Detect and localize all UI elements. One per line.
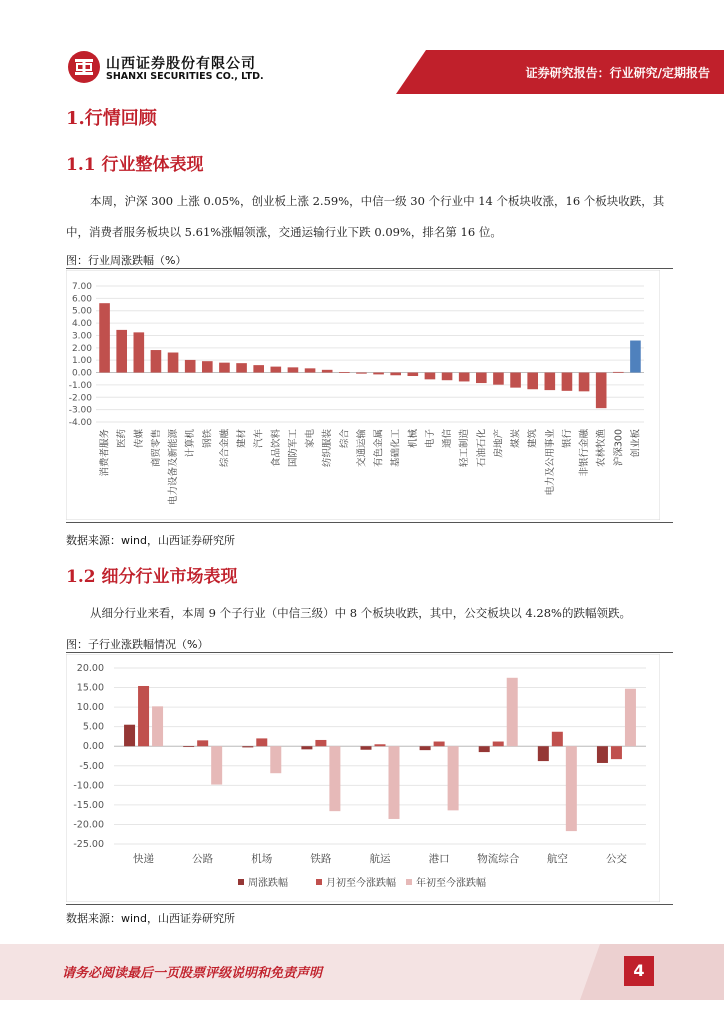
- y-tick-label: -2.00: [68, 393, 92, 404]
- x-tick-label: 综合金融: [219, 429, 231, 468]
- page-header: [0, 0, 724, 100]
- bar-纺织服装: [322, 370, 333, 373]
- legend-swatch: [238, 879, 244, 885]
- x-tick-label: 电力设备及新能源: [168, 429, 180, 506]
- y-tick-label: 1.00: [71, 356, 92, 367]
- x-tick-label: 建材: [236, 429, 248, 449]
- company-logo-icon: [67, 50, 101, 84]
- legend-label: 月初至今涨跌幅: [326, 878, 396, 889]
- bar-机场-月初至今涨跌幅: [256, 738, 267, 746]
- x-tick-label: 航运: [369, 853, 391, 865]
- x-tick-label: 煤炭: [510, 429, 522, 449]
- y-tick-label: -3.00: [68, 405, 92, 416]
- x-tick-label: 电子: [424, 429, 436, 449]
- x-tick-label: 公交: [605, 853, 627, 865]
- company-name-cn: 山西证券股份有限公司: [106, 56, 256, 72]
- x-tick-label: 汽车: [253, 429, 265, 449]
- legend-label: 周涨跌幅: [248, 878, 288, 889]
- y-tick-label: 2.00: [71, 343, 92, 354]
- page-number: 4: [624, 956, 654, 986]
- x-tick-label: 机械: [407, 429, 419, 449]
- legend-swatch: [316, 879, 322, 885]
- bar-公交-月初至今涨跌幅: [611, 746, 622, 759]
- disclaimer-note: 请务必阅读最后一页股票评级说明和免责声明: [62, 966, 323, 981]
- bar-通信: [442, 373, 453, 381]
- bar-基础化工: [390, 373, 401, 376]
- bar-铁路-月初至今涨跌幅: [315, 740, 326, 746]
- x-tick-label: 电力及公用事业: [544, 429, 556, 496]
- y-tick-label: -4.00: [68, 418, 92, 428]
- y-tick-label: 0.00: [71, 368, 92, 379]
- y-tick-label: -1.00: [68, 380, 92, 391]
- y-tick-label: 20.00: [76, 663, 104, 674]
- section-heading-overall: 1.1 行业整体表现: [66, 155, 204, 175]
- y-tick-label: -20.00: [73, 819, 104, 831]
- x-tick-label: 非银行金融: [579, 429, 591, 477]
- x-tick-label: 基础化工: [390, 429, 402, 468]
- y-tick-label: 3.00: [71, 331, 92, 342]
- bar-传媒: [134, 332, 145, 372]
- x-tick-label: 有色金属: [373, 429, 385, 468]
- bar-快递-周涨跌幅: [124, 725, 135, 747]
- y-tick-label: -25.00: [73, 839, 104, 850]
- bar-有色金属: [373, 373, 384, 375]
- x-tick-label: 食品饮料: [270, 429, 282, 468]
- bar-家电: [305, 368, 316, 372]
- x-tick-label: 医药: [116, 429, 128, 449]
- x-tick-label: 通信: [442, 429, 454, 449]
- bar-电子: [425, 373, 436, 380]
- x-tick-label: 公路: [192, 853, 214, 865]
- y-tick-label: 5.00: [82, 721, 104, 733]
- bar-银行: [562, 373, 573, 391]
- bar-石油石化: [476, 373, 487, 384]
- x-tick-label: 家电: [305, 429, 317, 449]
- divider: [66, 522, 673, 523]
- bar-电力及公用事业: [545, 373, 556, 391]
- bar-计算机: [185, 360, 196, 373]
- x-tick-label: 快递: [133, 853, 155, 865]
- y-tick-label: 5.00: [71, 306, 92, 317]
- x-tick-label: 纺织服装: [322, 429, 334, 468]
- x-tick-label: 商贸零售: [150, 429, 162, 468]
- x-tick-label: 铁路: [310, 853, 332, 865]
- report-type: 证券研究报告：行业研究/定期报告: [525, 66, 710, 80]
- bar-快递-年初至今涨跌幅: [152, 706, 163, 746]
- bar-公路-周涨跌幅: [183, 746, 194, 747]
- bar-港口-月初至今涨跌幅: [434, 742, 445, 747]
- y-tick-label: 15.00: [76, 682, 104, 694]
- divider: [66, 904, 673, 905]
- y-tick-label: 10.00: [76, 702, 104, 714]
- figure-caption-industry: 图：行业周涨跌幅（%）: [66, 254, 187, 267]
- x-tick-label: 农林牧渔: [596, 429, 608, 468]
- bar-铁路-年初至今涨跌幅: [329, 746, 340, 811]
- y-tick-label: 4.00: [71, 319, 92, 330]
- y-tick-label: 6.00: [71, 294, 92, 305]
- bar-创业板: [630, 341, 641, 373]
- bar-航空-周涨跌幅: [538, 746, 549, 761]
- x-tick-label: 综合: [339, 429, 351, 449]
- y-tick-label: -10.00: [73, 780, 104, 792]
- legend-label: 年初至今涨跌幅: [416, 878, 486, 889]
- x-tick-label: 创业板: [630, 429, 642, 458]
- x-tick-label: 建筑: [527, 429, 539, 449]
- bar-食品饮料: [271, 367, 282, 373]
- paragraph-overall: 本周，沪深 300 上涨 0.05%，创业板上涨 2.59%，中信一级 30 个行业中 14 个板块收涨，16 个板块收跌，其中，消费者服务板块以 5.61%涨幅领涨，交通运输行业下跌 0.09%，排名第 16 位。: [66, 194, 665, 239]
- bar-农林牧渔: [596, 373, 607, 409]
- x-tick-label: 国防军工: [287, 429, 299, 468]
- paragraph-sub-industry: 从细分行业来看，本周 9 个子行业（中信三级）中 8 个板块收跌，其中，公交板块以 4.28%的跌幅领跌。: [90, 606, 631, 620]
- data-source: 数据来源：wind，山西证券研究所: [66, 912, 236, 925]
- bar-航运-年初至今涨跌幅: [389, 746, 400, 819]
- x-tick-label: 航空: [546, 853, 568, 865]
- bar-港口-周涨跌幅: [420, 746, 431, 750]
- bar-公交-年初至今涨跌幅: [625, 689, 636, 746]
- bar-综合金融: [219, 363, 230, 373]
- bar-综合: [339, 372, 350, 373]
- bar-沪深300: [613, 372, 624, 373]
- x-tick-label: 钢铁: [202, 429, 214, 449]
- bar-机械: [408, 373, 419, 376]
- x-tick-label: 物流综合: [477, 853, 520, 865]
- legend-swatch: [406, 879, 412, 885]
- x-tick-label: 港口: [428, 853, 450, 865]
- bar-航空-月初至今涨跌幅: [552, 732, 563, 746]
- bar-汽车: [253, 365, 264, 372]
- bar-铁路-周涨跌幅: [301, 746, 312, 749]
- x-tick-label: 沪深300: [613, 429, 625, 467]
- bar-公路-月初至今涨跌幅: [197, 740, 208, 746]
- bar-机场-周涨跌幅: [242, 746, 253, 747]
- bar-建筑: [527, 373, 538, 390]
- bar-机场-年初至今涨跌幅: [270, 746, 281, 773]
- bar-钢铁: [202, 361, 213, 372]
- bar-电力设备及新能源: [168, 353, 179, 373]
- x-tick-label: 石油石化: [476, 429, 488, 468]
- bar-港口-年初至今涨跌幅: [448, 746, 459, 810]
- bar-航运-周涨跌幅: [361, 746, 372, 750]
- x-tick-label: 交通运输: [356, 429, 368, 468]
- x-tick-label: 机场: [251, 853, 273, 865]
- bar-消费者服务: [99, 303, 110, 372]
- figure-caption-sub-industry: 图：子行业涨跌幅情况（%）: [66, 638, 209, 651]
- bar-轻工制造: [459, 373, 470, 382]
- bar-国防军工: [288, 367, 299, 372]
- bar-商贸零售: [151, 350, 162, 373]
- section-heading-review: 1.行情回顾: [66, 108, 157, 129]
- x-tick-label: 银行: [561, 429, 573, 449]
- data-source: 数据来源：wind，山西证券研究所: [66, 534, 236, 547]
- bar-公交-周涨跌幅: [597, 746, 608, 763]
- divider: [66, 268, 673, 269]
- y-tick-label: -15.00: [73, 799, 104, 811]
- bar-航空-年初至今涨跌幅: [566, 746, 577, 831]
- bar-非银行金融: [579, 373, 590, 392]
- x-tick-label: 计算机: [185, 429, 197, 458]
- y-tick-label: -5.00: [79, 760, 104, 772]
- bar-航运-月初至今涨跌幅: [375, 744, 386, 746]
- industry-weekly-change-chart: [66, 270, 660, 520]
- x-tick-label: 轻工制造: [459, 429, 471, 468]
- x-tick-label: 房地产: [493, 429, 505, 458]
- bar-公路-年初至今涨跌幅: [211, 746, 222, 784]
- bar-医药: [116, 330, 127, 373]
- bar-物流综合-周涨跌幅: [479, 746, 490, 752]
- bar-物流综合-月初至今涨跌幅: [493, 742, 504, 747]
- y-tick-label: 0.00: [82, 741, 104, 753]
- company-name-en: SHANXI SECURITIES CO., LTD.: [106, 71, 264, 82]
- bar-快递-月初至今涨跌幅: [138, 686, 149, 746]
- x-tick-label: 消费者服务: [99, 429, 111, 477]
- divider: [66, 652, 673, 653]
- bar-房地产: [493, 373, 504, 385]
- bar-交通运输: [356, 373, 367, 374]
- bar-煤炭: [510, 373, 521, 388]
- y-tick-label: 7.00: [71, 282, 92, 292]
- sub-industry-change-chart: [66, 654, 660, 902]
- section-heading-sub-industry: 1.2 细分行业市场表现: [66, 567, 238, 587]
- bar-建材: [236, 363, 247, 372]
- bar-物流综合-年初至今涨跌幅: [507, 678, 518, 746]
- x-tick-label: 传媒: [133, 429, 145, 449]
